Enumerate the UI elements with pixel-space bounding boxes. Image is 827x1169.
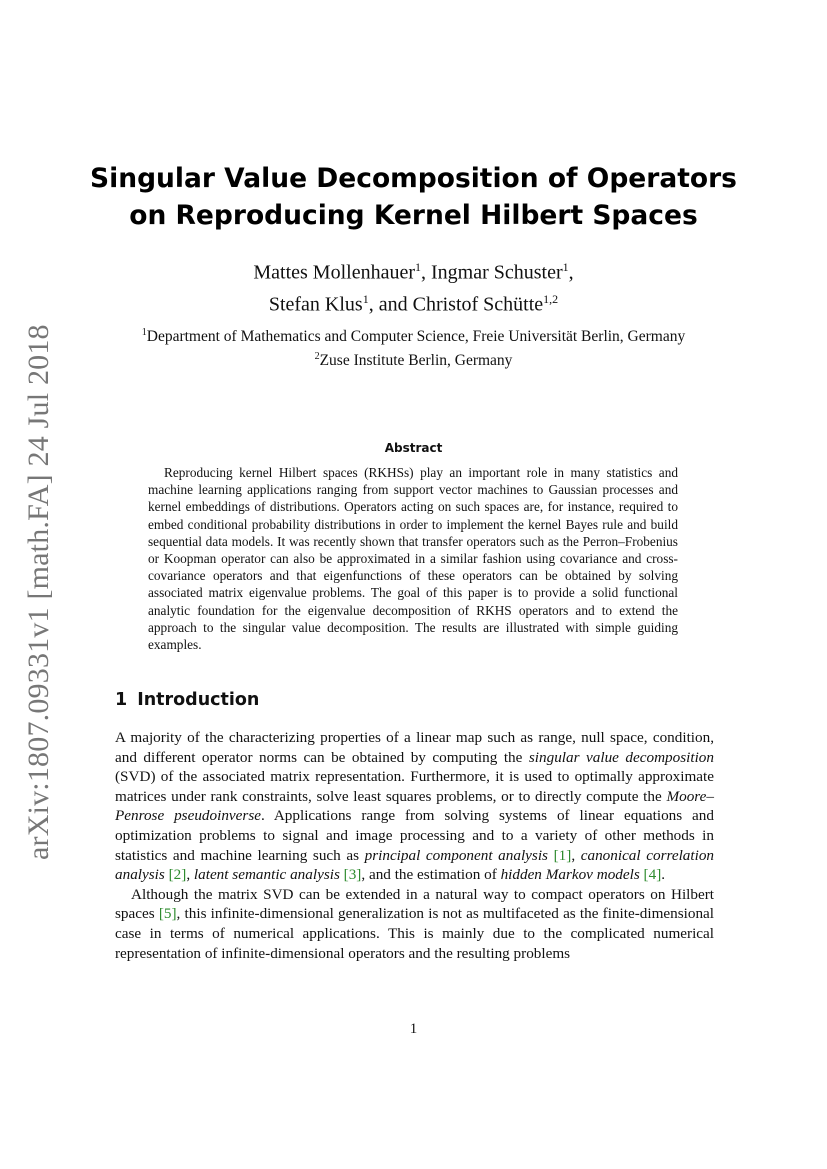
author-name: Christof Schütte: [412, 293, 544, 316]
intro-text: ,: [571, 846, 581, 864]
author-separator: ,: [568, 261, 574, 284]
citation-link-4[interactable]: [4]: [643, 866, 662, 884]
author-line-2: [0, 286, 827, 318]
intro-emphasis: canonical correlation analysis: [115, 846, 715, 884]
affiliation-2: [0, 347, 827, 371]
intro-paragraph-1: [115, 728, 714, 885]
author-name: Stefan Klus: [268, 293, 363, 316]
affiliation-mark: 1: [141, 327, 147, 338]
page-number: 1: [409, 1021, 418, 1037]
citation-link-5[interactable]: [5]: [158, 905, 177, 923]
affiliations: [0, 323, 827, 371]
title-line-1: Singular Value Decomposition of Operators: [90, 163, 737, 194]
intro-text: Although the matrix SVD can be extended in a natural way to compact operators on Hilbert spaces: [115, 885, 714, 923]
affiliation-mark: 2: [314, 351, 320, 363]
citation-link-3[interactable]: [3]: [343, 866, 362, 884]
intro-text: . Applications range from solving systems of linear equations and optimization problems to signal and image processing and to a variety of other methods in statistics and machine learning such as: [115, 807, 714, 864]
paper-title: [0, 160, 827, 234]
intro-emphasis: latent semantic analysis: [193, 866, 340, 884]
intro-text: (SVD) of the associated matrix representation. Furthermore, it is used to optimally approximate matrices under rank constraints, solve least squares problems, or to directly compute the: [115, 768, 714, 805]
author-name: Ingmar Schuster: [430, 261, 563, 284]
citation-link-2[interactable]: [2]: [168, 866, 187, 884]
author-name: Mattes Mollenhauer: [253, 261, 415, 284]
abstract-body: [148, 464, 678, 653]
citation-link-1[interactable]: [1]: [553, 846, 572, 864]
introduction-body: [115, 728, 714, 963]
author-separator: ,: [420, 261, 431, 284]
affiliation-text: Zuse Institute Berlin, Germany: [319, 352, 513, 370]
affiliation-text: Department of Mathematics and Computer Science, Freie Universität Berlin, Germany: [146, 328, 686, 346]
title-line-2: on Reproducing Kernel Hilbert Spaces: [129, 200, 698, 231]
author-affiliation-mark: 1: [414, 260, 421, 274]
intro-paragraph-2: [115, 885, 714, 963]
section-number: 1: [115, 690, 128, 710]
abstract-heading: Abstract: [384, 441, 443, 455]
intro-text: A majority of the characterizing properties of a linear map such as range, null space, condition, and different operator norms can be obtained by computing the: [115, 729, 714, 766]
author-list: [0, 254, 827, 317]
author-affiliation-mark: 1: [562, 260, 569, 274]
intro-emphasis: singular value decomposition: [528, 748, 714, 766]
intro-emphasis: principal component analysis: [364, 846, 548, 864]
intro-text: , this infinite-dimensional generalization is not as multifaceted as the finite-dimensional case in terms of numerical applications. This is mainly due to the complicated numerical representation of infinite-dimensional operators and the resulting problems: [115, 905, 714, 962]
intro-text: ,: [186, 866, 194, 884]
intro-emphasis: hidden Markov models: [500, 866, 640, 884]
abstract-paragraph: Reproducing kernel Hilbert spaces (RKHSs) play an important role in many statistics and machine learning applications ranging from support vector machines to Gaussian processes and kernel embeddings of distributions. Operators acting on such spaces are, for instance, required to embed conditional probability distributions in order to implement the kernel Bayes rule and build sequential data models. It was recently shown that transfer operators such as the Perron–Frobenius or Koopman operator can also be approximated in a similar fashion using covariance and cross-covariance operators and that eigenfunctions of these operators can be obtained by solving associated matrix eigenvalue problems. The goal of this paper is to provide a solid functional analytic foundation for the eigenvalue decomposition of RKHS operators and to extend the approach to the singular value decomposition. The results are illustrated with simple guiding examples.: [148, 465, 678, 653]
author-affiliation-mark: 1: [362, 291, 369, 306]
intro-emphasis: Moore–Penrose pseudoinverse: [115, 787, 714, 825]
affiliation-1: [0, 323, 827, 347]
author-affiliation-mark: 1,2: [543, 291, 559, 306]
section-heading: [115, 690, 269, 710]
intro-text: .: [661, 866, 666, 884]
author-line-1: [0, 254, 827, 286]
arxiv-identifier-stamp: arXiv:1807.09331v1 [math.FA] 24 Jul 2018: [22, 324, 55, 860]
section-title: Introduction: [137, 690, 260, 710]
intro-text: , and the estimation of: [361, 866, 501, 884]
author-separator: , and: [368, 293, 413, 316]
